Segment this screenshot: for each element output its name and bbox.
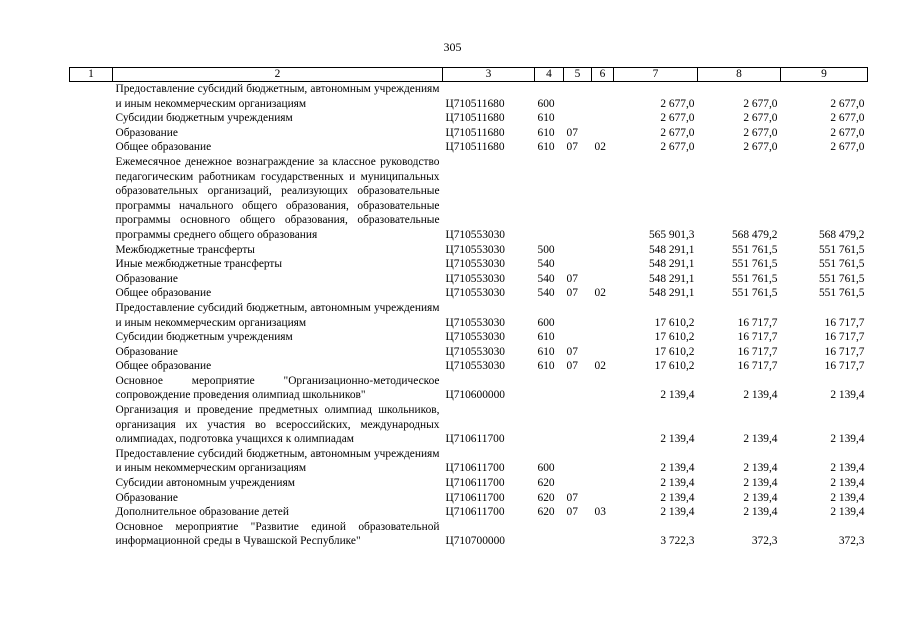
table-row (70, 272, 868, 287)
subsection-code (592, 330, 614, 345)
amount-col-8: 16 717,7 (737, 360, 778, 373)
table-row (70, 155, 868, 243)
empty-cell (70, 476, 113, 491)
budget-table (69, 67, 868, 549)
amount-col-9: 2 677,0 (830, 97, 865, 110)
target-article-code: Ц710611700 (445, 506, 505, 519)
amount-col-9: 551 761,5 (818, 243, 865, 256)
page-number: 305 (443, 40, 462, 54)
table-row (70, 476, 868, 491)
expense-type-code: 600 (537, 316, 555, 329)
amount-col-8: 2 139,4 (743, 491, 778, 504)
expense-type-code: 600 (537, 462, 555, 475)
subsection-code (592, 126, 614, 141)
expense-type-code: 610 (537, 112, 555, 125)
target-article-code: Ц710611700 (445, 477, 505, 490)
amount-col-9: 551 761,5 (818, 272, 865, 285)
empty-cell (70, 301, 113, 330)
expense-type-code: 540 (537, 272, 555, 285)
section-code (564, 476, 592, 491)
expense-type-code: 610 (537, 345, 555, 358)
empty-cell (70, 330, 113, 345)
section-code: 07 (566, 272, 578, 285)
target-article-code: Ц710553030 (445, 331, 505, 344)
target-article-code: Ц710553030 (445, 258, 505, 271)
expense-type-code: 620 (537, 491, 555, 504)
column-header: 1 (70, 68, 113, 82)
amount-col-7: 2 139,4 (660, 477, 695, 490)
target-article-code: Ц710553030 (445, 360, 505, 373)
section-code: 07 (566, 360, 578, 373)
empty-cell (70, 155, 113, 243)
empty-cell (70, 126, 113, 141)
item-name: Общее образование (115, 141, 212, 154)
amount-col-9: 551 761,5 (818, 258, 865, 271)
section-code: 07 (566, 491, 578, 504)
section-code: 07 (566, 141, 578, 154)
table-row (70, 403, 868, 447)
column-header: 2 (113, 68, 443, 82)
empty-cell (70, 243, 113, 258)
amount-col-7: 548 291,1 (648, 243, 695, 256)
table-row (70, 286, 868, 301)
section-code: 07 (566, 287, 578, 300)
expense-type-code: 620 (537, 506, 555, 519)
amount-col-8: 2 677,0 (743, 97, 778, 110)
amount-col-7: 548 291,1 (648, 287, 695, 300)
amount-col-8: 16 717,7 (737, 331, 778, 344)
expense-type-code: 610 (537, 141, 555, 154)
target-article-code: Ц710553030 (445, 243, 505, 256)
amount-col-9: 2 139,4 (830, 462, 865, 475)
section-code (564, 374, 592, 403)
amount-col-9: 16 717,7 (824, 360, 865, 373)
item-name: Предоставление субсидий бюджетным, автономным учреждениям и иным некоммерческим организациям (115, 301, 440, 329)
column-header: 5 (564, 68, 592, 82)
item-name: Образование (115, 126, 178, 139)
expense-type-code (535, 374, 564, 403)
target-article-code: Ц710600000 (445, 389, 505, 402)
column-header: 4 (535, 68, 564, 82)
amount-col-7: 17 610,2 (654, 316, 695, 329)
subsection-code (592, 82, 614, 112)
table-row (70, 301, 868, 330)
table-header-row (70, 68, 868, 82)
amount-col-9: 2 139,4 (830, 491, 865, 504)
empty-cell (70, 520, 113, 549)
target-article-code: Ц710700000 (445, 535, 505, 548)
amount-col-7: 2 139,4 (660, 462, 695, 475)
amount-col-8: 2 139,4 (743, 433, 778, 446)
table-row (70, 359, 868, 374)
item-name: Образование (115, 491, 178, 504)
target-article-code: Ц710611700 (445, 462, 505, 475)
item-name: Организация и проведение предметных олимпиад школьников, организация их участия во всероссийских, международных олимпиадах, подготовка учащихся к олимпиадам (115, 404, 440, 446)
amount-col-9: 2 677,0 (830, 126, 865, 139)
section-code (564, 82, 592, 112)
empty-cell (70, 403, 113, 447)
table-row (70, 491, 868, 506)
empty-cell (70, 505, 113, 520)
subsection-code: 03 (594, 506, 606, 519)
section-code: 07 (566, 345, 578, 358)
target-article-code: Ц710553030 (445, 316, 505, 329)
table-body (70, 82, 868, 550)
subsection-code (592, 257, 614, 272)
subsection-code: 02 (594, 360, 606, 373)
column-header: 3 (443, 68, 535, 82)
expense-type-code: 540 (537, 258, 555, 271)
expense-type-code: 610 (537, 360, 555, 373)
amount-col-9: 551 761,5 (818, 287, 865, 300)
subsection-code (592, 111, 614, 126)
amount-col-7: 2 139,4 (660, 389, 695, 402)
amount-col-8: 551 761,5 (731, 287, 778, 300)
amount-col-7: 3 722,3 (660, 535, 695, 548)
section-code (564, 520, 592, 549)
amount-col-8: 551 761,5 (731, 272, 778, 285)
amount-col-9: 2 677,0 (830, 141, 865, 154)
table-row (70, 257, 868, 272)
subsection-code (592, 520, 614, 549)
item-name: Межбюджетные трансферты (115, 243, 255, 256)
amount-col-7: 17 610,2 (654, 345, 695, 358)
amount-col-7: 2 677,0 (660, 97, 695, 110)
target-article-code: Ц710553030 (445, 272, 505, 285)
table-row (70, 447, 868, 476)
amount-col-9: 2 139,4 (830, 477, 865, 490)
section-code: 07 (566, 506, 578, 519)
amount-col-9: 16 717,7 (824, 331, 865, 344)
empty-cell (70, 257, 113, 272)
table-row (70, 126, 868, 141)
item-name: Образование (115, 345, 178, 358)
section-code (564, 330, 592, 345)
section-code (564, 301, 592, 330)
expense-type-code: 600 (537, 97, 555, 110)
subsection-code (592, 301, 614, 330)
expense-type-code (535, 155, 564, 243)
target-article-code: Ц710611700 (445, 433, 505, 446)
amount-col-8: 2 139,4 (743, 462, 778, 475)
section-code (564, 447, 592, 476)
amount-col-9: 16 717,7 (824, 316, 865, 329)
amount-col-8: 16 717,7 (737, 345, 778, 358)
item-name: Предоставление субсидий бюджетным, автономным учреждениям и иным некоммерческим организациям (115, 83, 440, 110)
empty-cell (70, 359, 113, 374)
item-name: Основное мероприятие "Организационно-методическое сопровождение проведения олимпиад школьников" (115, 374, 440, 402)
column-header: 8 (698, 68, 781, 82)
empty-cell (70, 111, 113, 126)
subsection-code (592, 272, 614, 287)
empty-cell (70, 272, 113, 287)
section-code: 07 (566, 126, 578, 139)
empty-cell (70, 82, 113, 112)
amount-col-9: 2 139,4 (830, 433, 865, 446)
amount-col-8: 551 761,5 (731, 258, 778, 271)
subsection-code (592, 403, 614, 447)
table-row (70, 330, 868, 345)
item-name: Предоставление субсидий бюджетным, автономным учреждениям и иным некоммерческим организациям (115, 447, 440, 475)
amount-col-9: 2 677,0 (830, 112, 865, 125)
empty-cell (70, 374, 113, 403)
amount-col-7: 2 677,0 (660, 112, 695, 125)
amount-col-8: 2 677,0 (743, 126, 778, 139)
empty-cell (70, 447, 113, 476)
amount-col-8: 2 677,0 (743, 141, 778, 154)
target-article-code: Ц710511680 (445, 126, 505, 139)
expense-type-code: 610 (537, 331, 555, 344)
subsection-code (592, 155, 614, 243)
column-header: 9 (781, 68, 868, 82)
subsection-code (592, 345, 614, 360)
amount-col-9: 16 717,7 (824, 345, 865, 358)
item-name: Общее образование (115, 360, 212, 373)
subsection-code (592, 243, 614, 258)
amount-col-8: 568 479,2 (731, 228, 778, 241)
amount-col-8: 16 717,7 (737, 316, 778, 329)
amount-col-7: 17 610,2 (654, 360, 695, 373)
amount-col-7: 548 291,1 (648, 272, 695, 285)
table-row (70, 82, 868, 112)
amount-col-9: 2 139,4 (830, 389, 865, 402)
subsection-code (592, 491, 614, 506)
expense-type-code: 610 (537, 126, 555, 139)
section-code (564, 111, 592, 126)
target-article-code: Ц710511680 (445, 112, 505, 125)
item-name: Субсидии бюджетным учреждениям (115, 331, 293, 344)
item-name: Образование (115, 272, 178, 285)
subsection-code (592, 374, 614, 403)
subsection-code (592, 476, 614, 491)
item-name: Иные межбюджетные трансферты (115, 258, 283, 271)
target-article-code: Ц710553030 (445, 287, 505, 300)
amount-col-7: 2 139,4 (660, 491, 695, 504)
table-row (70, 374, 868, 403)
item-name: Общее образование (115, 287, 212, 300)
amount-col-8: 551 761,5 (731, 243, 778, 256)
subsection-code: 02 (594, 141, 606, 154)
empty-cell (70, 491, 113, 506)
amount-col-7: 2 139,4 (660, 506, 695, 519)
expense-type-code: 500 (537, 243, 555, 256)
section-code (564, 155, 592, 243)
subsection-code: 02 (594, 287, 606, 300)
section-code (564, 403, 592, 447)
target-article-code: Ц710511680 (445, 97, 505, 110)
amount-col-8: 2 677,0 (743, 112, 778, 125)
section-code (564, 257, 592, 272)
empty-cell (70, 345, 113, 360)
column-header: 6 (592, 68, 614, 82)
amount-col-9: 568 479,2 (818, 228, 865, 241)
item-name: Основное мероприятие "Развитие единой образовательной информационной среды в Чувашской Республике" (115, 520, 440, 548)
expense-type-code: 540 (537, 287, 555, 300)
empty-cell (70, 286, 113, 301)
target-article-code: Ц710611700 (445, 491, 505, 504)
target-article-code: Ц710553030 (445, 228, 505, 241)
subsection-code (592, 447, 614, 476)
item-name: Ежемесячное денежное вознаграждение за классное руководство педагогическим работникам государственных и муниципальных образовательных организаций, реализующих образовательные программы начального общего образования, образовательные программы основного общего образования, образовательные программы среднего общего образования (115, 155, 440, 241)
amount-col-7: 548 291,1 (648, 258, 695, 271)
amount-col-7: 2 677,0 (660, 126, 695, 139)
item-name: Субсидии автономным учреждениям (115, 477, 295, 490)
item-name: Дополнительное образование детей (115, 506, 289, 519)
table-row (70, 243, 868, 258)
target-article-code: Ц710553030 (445, 345, 505, 358)
amount-col-9: 372,3 (838, 535, 865, 548)
expense-type-code (535, 403, 564, 447)
amount-col-8: 2 139,4 (743, 389, 778, 402)
amount-col-7: 17 610,2 (654, 331, 695, 344)
amount-col-8: 2 139,4 (743, 506, 778, 519)
amount-col-7: 2 139,4 (660, 433, 695, 446)
table-row (70, 345, 868, 360)
item-name: Субсидии бюджетным учреждениям (115, 112, 293, 125)
amount-col-9: 2 139,4 (830, 506, 865, 519)
expense-type-code (535, 520, 564, 549)
empty-cell (70, 140, 113, 155)
amount-col-8: 372,3 (751, 535, 778, 548)
table-row (70, 140, 868, 155)
target-article-code: Ц710511680 (445, 141, 505, 154)
column-header: 7 (614, 68, 698, 82)
table-row (70, 505, 868, 520)
section-code (564, 243, 592, 258)
expense-type-code: 620 (537, 477, 555, 490)
amount-col-8: 2 139,4 (743, 477, 778, 490)
table-row (70, 520, 868, 549)
amount-col-7: 2 677,0 (660, 141, 695, 154)
amount-col-7: 565 901,3 (648, 228, 695, 241)
table-row (70, 111, 868, 126)
